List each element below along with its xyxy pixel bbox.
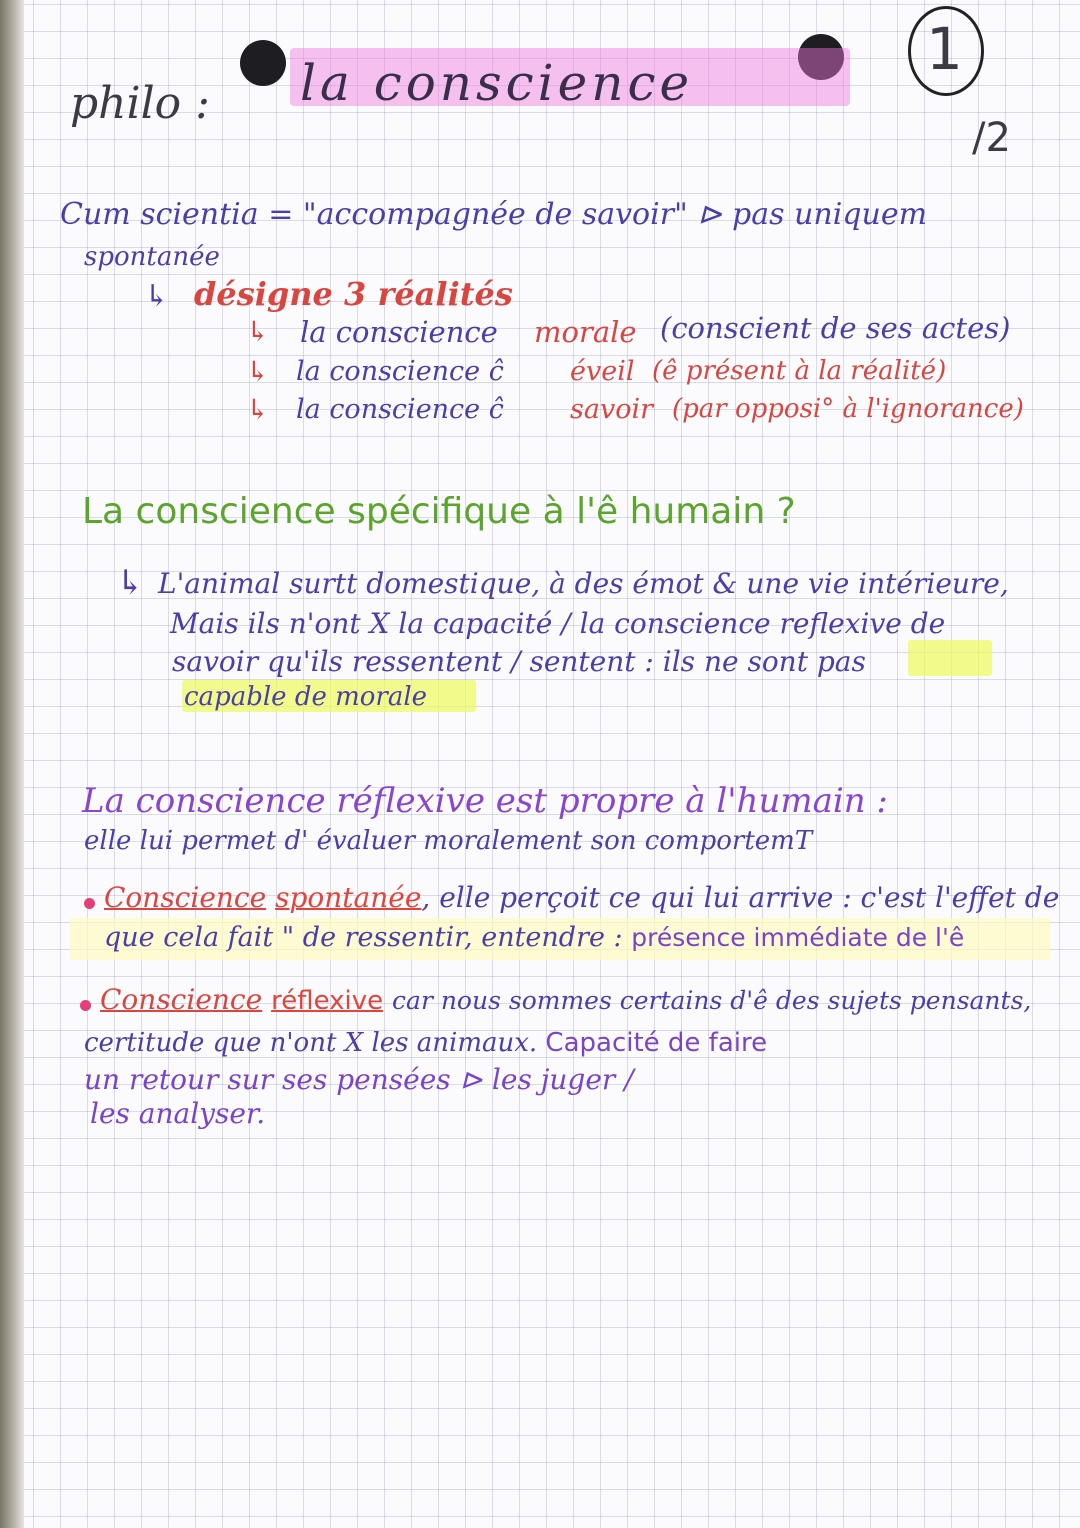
realites-intro: désigne 3 réalités: [194, 275, 513, 313]
page-number: 1: [926, 15, 963, 83]
section-heading-reflexive: La conscience réflexive est propre à l'humain :: [82, 781, 888, 821]
punch-hole-left: [240, 40, 286, 86]
spiral-binding-edge: [0, 0, 24, 1528]
bullet-dot-icon: [84, 898, 95, 909]
animal-line-2: Mais ils n'ont X la capacité / la conscience reflexive de: [170, 607, 946, 640]
bullet-line-2: que cela fait " de ressentir, entendre : présence immédiate de l'ê: [104, 922, 965, 953]
bullet-line-4: les analyser.: [90, 1097, 266, 1130]
intro-arrow-icon: ↳: [144, 279, 170, 314]
etymology-line-2: spontanée: [84, 242, 220, 272]
page-total: /2: [972, 115, 1011, 161]
subject-label: philo :: [70, 78, 210, 129]
realite-label: la conscience ĉ: [296, 394, 504, 425]
highlight-pas: [908, 640, 992, 676]
realite-note: (ê présent à la réalité): [652, 356, 947, 386]
bullet-dot-icon: [80, 1000, 91, 1011]
etymology-line-1: Cum scientia = "accompagnée de savoir" ⊳ pas uniquem: [60, 197, 928, 232]
section1-arrow-icon: ↳: [116, 563, 145, 603]
page-title: la conscience: [300, 54, 694, 112]
bullet-term: Conscience réflexive car nous sommes certains d'ê des sujets pensants,: [100, 983, 1032, 1016]
animal-line-4: capable de morale: [184, 682, 428, 712]
bullet-term: Conscience spontanée, elle perçoit ce qui lui arrive : c'est l'effet de: [104, 881, 1060, 914]
realite-label: la conscience ĉ: [296, 356, 504, 387]
section-heading-specifique: La conscience spécifique à l'ê humain ?: [82, 491, 796, 532]
realite-key: morale: [534, 315, 637, 349]
animal-line-1: L'animal surtt domestique, à des émot & une vie intérieure,: [158, 567, 1009, 600]
bullet-line-2: certitude que n'ont X les animaux. Capacité de faire: [84, 1028, 768, 1058]
realite-key: savoir: [570, 394, 654, 425]
realite-key: éveil: [570, 356, 635, 387]
arrow-icon: ↳: [246, 355, 270, 388]
animal-line-3: savoir qu'ils ressentent / sentent : ils ne sont pas: [172, 645, 866, 678]
realite-label: la conscience: [300, 315, 498, 349]
realite-note: (conscient de ses actes): [660, 311, 1011, 345]
arrow-icon: ↳: [246, 315, 270, 348]
reflexive-definition: elle lui permet d' évaluer moralement son comportemT: [84, 826, 813, 856]
bullet-line-3: un retour sur ses pensées ⊳ les juger /: [84, 1063, 634, 1096]
realite-note: (par opposi° à l'ignorance): [672, 394, 1024, 424]
arrow-icon: ↳: [246, 393, 270, 426]
